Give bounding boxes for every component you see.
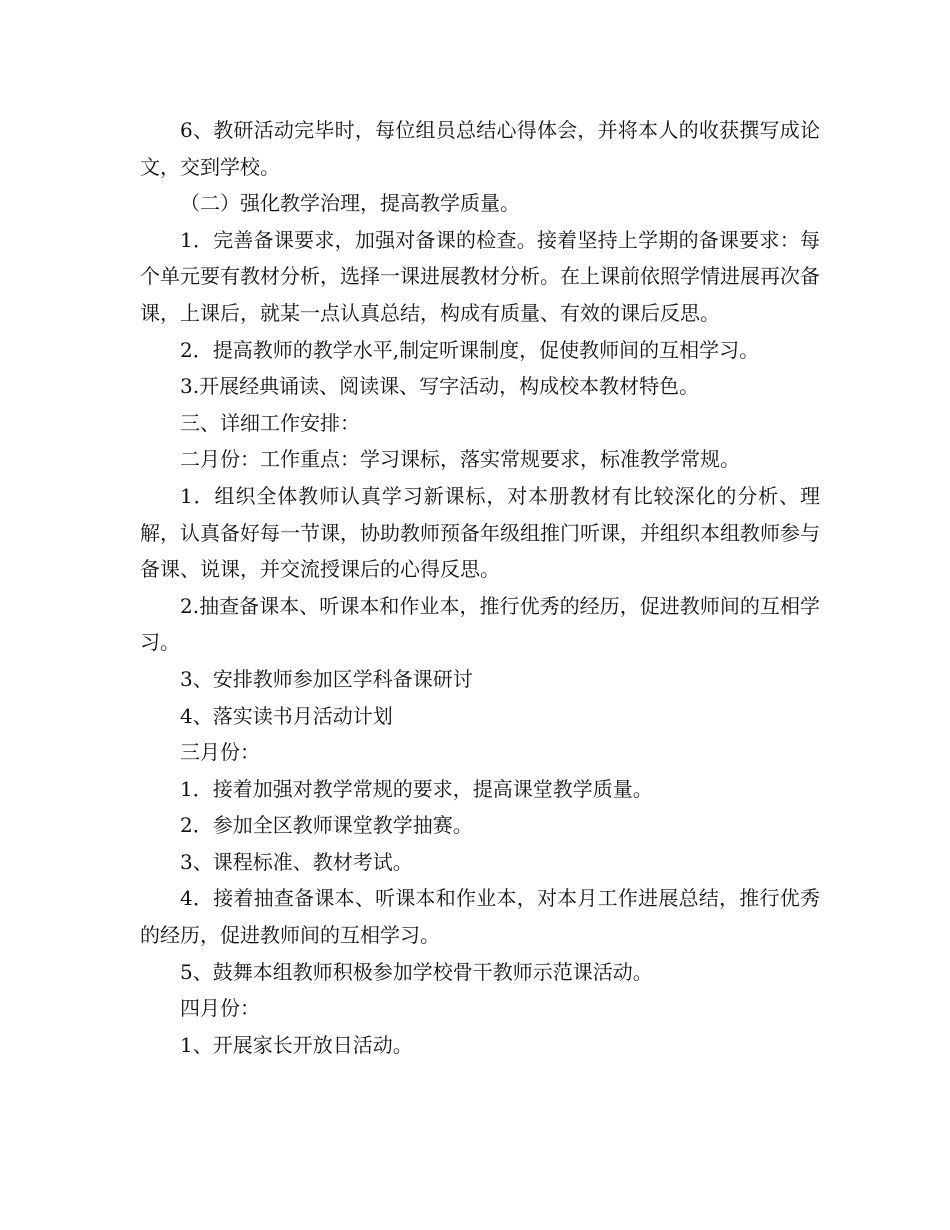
month-heading-april: 四月份：: [180, 996, 260, 1021]
paragraph-mar-item-2: 2．参加全区教师课堂教学抽赛。: [180, 813, 473, 838]
paragraph-mar-item-4: 4．接着抽查备课本、听课本和作业本，对本月工作进展总结，推行优秀的经历，促进教师间的互相学习。: [140, 886, 820, 948]
paragraph-feb-item-4: 4、落实读书月活动计划: [180, 703, 393, 728]
paragraph-classic-reading: 3.开展经典诵读、阅读课、写字活动，构成校本教材特色。: [180, 374, 700, 399]
month-heading-february: 二月份：工作重点：学习课标，落实常规要求，标准教学常规。: [180, 447, 740, 472]
document-body: [140, 112, 820, 1063]
paragraph-item-6-summary: 6、教研活动完毕时，每位组员总结心得体会，并将本人的收获撰写成论文，交到学校。: [140, 118, 820, 179]
paragraph-mar-item-5: 5、鼓舞本组教师积极参加学校骨干教师示范课活动。: [180, 959, 653, 984]
paragraph-mar-item-1: 1．接着加强对教学常规的要求，提高课堂教学质量。: [180, 776, 653, 801]
paragraph-apr-item-1: 1、开展家长开放日活动。: [180, 1032, 413, 1057]
paragraph-feb-item-3: 3、安排教师参加区学科备课研讨: [180, 666, 473, 691]
paragraph-teaching-level: 2．提高教师的教学水平,制定听课制度，促使教师间的互相学习。: [180, 337, 760, 362]
paragraph-lesson-prep: 1．完善备课要求，加强对备课的检查。接着坚持上学期的备课要求：每个单元要有教材分析，选择一课进展教材分析。在上课前依照学情进展再次备课，上课后，就某一点认真总结，构成有质量、有效的课后反思。: [140, 227, 820, 325]
section-heading-teaching-management: （二）强化教学治理，提高教学质量。: [180, 191, 520, 216]
month-heading-march: 三月份：: [180, 740, 260, 765]
paragraph-feb-item-2: 2.抽查备课本、听课本和作业本，推行优秀的经历，促进教师间的互相学习。: [140, 593, 820, 655]
paragraph-mar-item-3: 3、课程标准、教材考试。: [180, 849, 413, 874]
section-heading-work-schedule: 三、详细工作安排：: [180, 410, 360, 435]
paragraph-feb-item-1: 1．组织全体教师认真学习新课标，对本册教材有比较深化的分析、理解，认真备好每一节课，协助教师预备年级组推门听课，并组织本组教师参与备课、说课，并交流授课后的心得反思。: [140, 483, 820, 582]
